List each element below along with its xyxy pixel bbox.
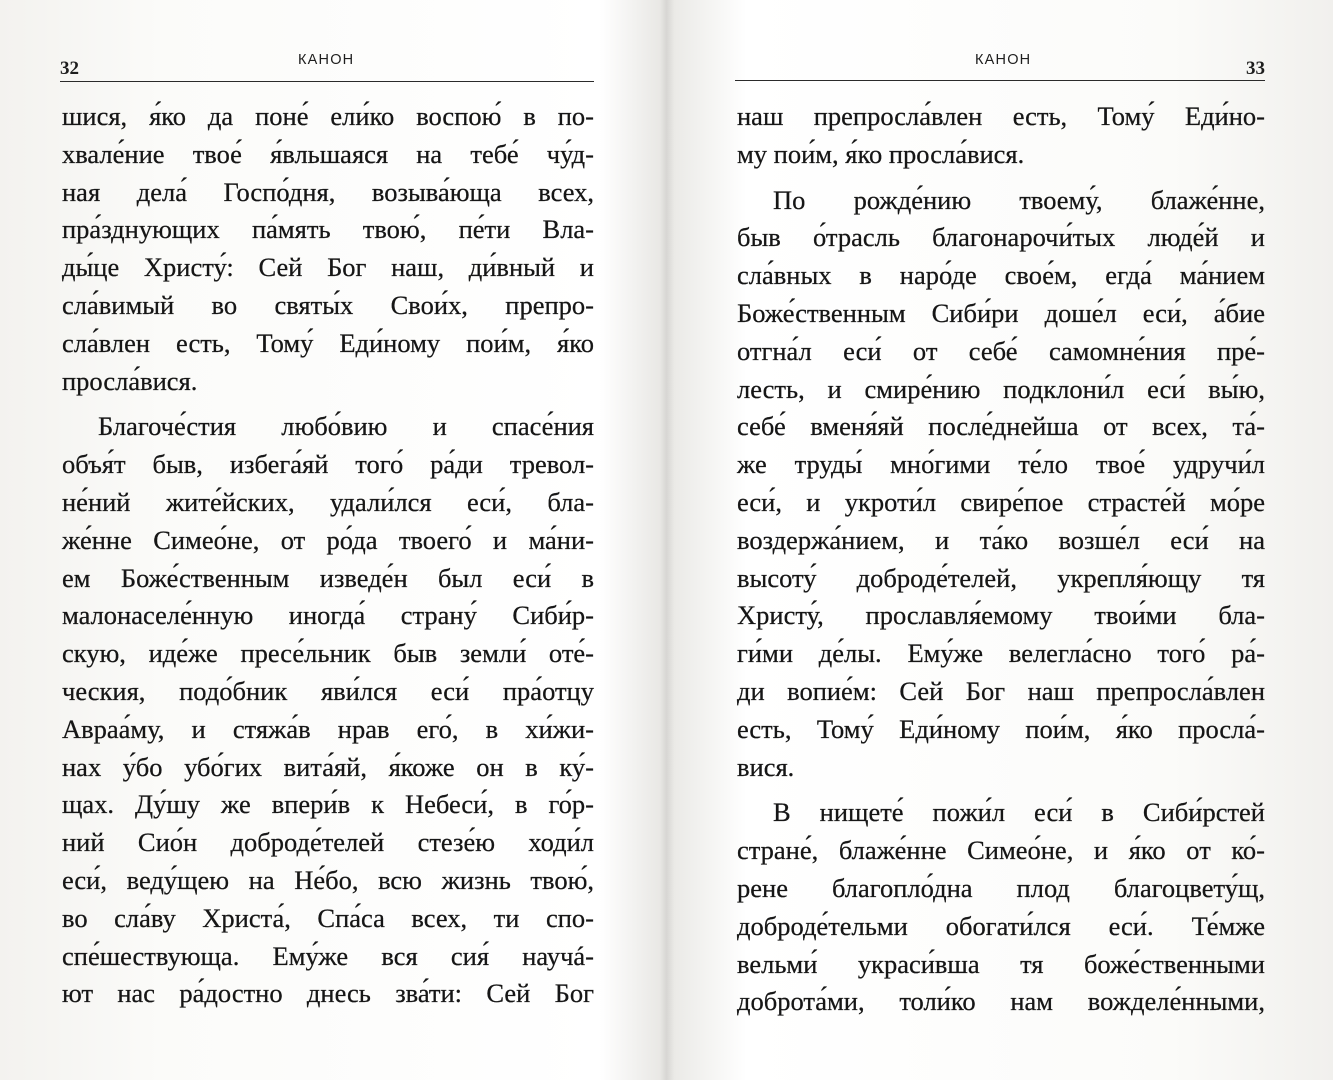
text-line: объя́т быв, избега́яй того́ ра́ди тревол-	[62, 449, 594, 480]
text-line: В нищете́ пожи́л еси́ в Сиби́рстей	[773, 797, 1265, 828]
text-line: малонаселе́нную иногда́ страну́ Сиби́р-	[62, 600, 594, 631]
text-line: скую, иде́же пресе́льник быв земли́ оте́-	[62, 638, 594, 669]
header-rule	[60, 81, 594, 82]
text-line: есть, Тому́ Еди́ному пои́м, я́ко просла́-	[737, 713, 1265, 744]
text-line: ги́ми де́лы. Ему́же велегла́сно того́ ра́-	[737, 638, 1265, 669]
text-line: шися, я́ко да поне́ ели́ко воспою́ в по-	[62, 101, 594, 131]
paragraph-gap	[737, 786, 1265, 794]
text-line: быв о́трасль благонарочи́тых люде́й и	[737, 222, 1265, 253]
text-line: щах. Ду́шу же впери́в к Небеси́, в го́р-	[62, 789, 594, 820]
running-head: КАНОН	[298, 52, 355, 68]
text-line: Авраа́му, и стяжа́в нрав его́, в хи́жи-	[62, 713, 594, 744]
text-line: сла́влен есть, Тому́ Еди́ному пои́м, я́ко	[62, 327, 594, 358]
right-page-header	[735, 48, 1265, 80]
text-line: ем Боже́ственным изведе́н был еси́ в	[62, 562, 594, 593]
text-line: сла́вимый во святы́х Свои́х, препро-	[62, 289, 594, 320]
text-line: же́нне Симео́не, от ро́да твоего́ и ма́ни-	[62, 524, 594, 555]
text-line: не́ний жите́йских, удали́лся еси́, бла-	[62, 486, 594, 517]
page-number: 32	[60, 58, 79, 79]
text-line: рене благопло́дна плод благоцвету́щ,	[737, 872, 1265, 903]
text-line: отгна́л еси́ от себе́ самомне́ния пре́-	[737, 335, 1265, 366]
text-line: еси́, веду́щею на Не́бо, всю жизнь твою́,	[62, 864, 594, 895]
text-line: спе́шествующа. Ему́же вся сия́ научá-	[62, 940, 594, 971]
text-line: Благоче́стия любо́вию и спасе́ния	[98, 411, 594, 442]
text-line: еси́, и укроти́л свире́пое страсте́й мо́ре	[737, 486, 1265, 517]
text-line: ная дела́ Госпо́дня, возыва́юща всех,	[62, 176, 594, 207]
text-line: ды́це Христу́: Сей Бог наш, ди́вный и	[62, 252, 594, 283]
text-line: высоту́ доброде́телей, укрепля́ющу тя	[737, 562, 1265, 593]
text-line: себе́ вменя́яй после́днейша от всех, та́-	[737, 411, 1265, 442]
text-line: вися.	[737, 751, 795, 782]
right-page-body	[737, 98, 1265, 1021]
text-line: сла́вных в наро́де свое́м, егда́ ма́нием	[737, 260, 1265, 291]
text-line: хвале́ние твое́ я́вльшаяся на тебе́ чу́д-	[62, 138, 594, 169]
text-line: му пои́м, я́ко просла́вися.	[737, 138, 1025, 169]
text-line: ди вопие́м: Сей Бог наш препросла́влен	[737, 675, 1265, 706]
text-line: доброта́ми, толи́ко нам вожделе́нными,	[737, 986, 1265, 1017]
page-number: 33	[1246, 58, 1265, 79]
left-page	[0, 0, 666, 1080]
paragraph-gap	[62, 400, 594, 408]
text-line: воздержа́нием, и та́ко возше́л еси́ на	[737, 524, 1265, 555]
text-line: вельми́ украси́вша тя боже́ственными	[737, 948, 1265, 979]
text-line: доброде́тельми обогати́лся еси́. Те́мже	[737, 910, 1265, 941]
text-line: ют нас ра́достно днесь зва́ти: Сей Бог	[62, 978, 594, 1009]
text-line: Боже́ственным Сиби́ри доше́л еси́, а́бие	[737, 297, 1265, 328]
text-line: лесть, и смире́нию подклони́л еси́ вы́ю,	[737, 373, 1265, 404]
text-line: По рожде́нию твоему́, блаже́нне,	[773, 184, 1265, 215]
text-line: ческия, подо́бник яви́лся еси́ пра́отцу	[62, 675, 594, 706]
text-line: наш препросла́влен есть, Тому́ Еди́но-	[737, 101, 1265, 131]
paragraph-gap	[737, 174, 1265, 182]
text-line: ний Сио́н доброде́телей стезе́ю ходи́л	[62, 827, 594, 858]
text-line: же труды́ мно́гими те́ло твое́ удручи́л	[737, 449, 1265, 480]
text-line: во сла́ву Христа́, Спа́са всех, ти спо-	[62, 902, 594, 933]
text-line: Христу́, прославля́емому твои́ми бла-	[737, 600, 1265, 631]
left-page-header	[60, 48, 594, 80]
left-page-body	[62, 98, 594, 1013]
right-page	[667, 0, 1333, 1080]
text-line: нах у́бо убо́гих вита́яй, я́коже он в ку́-	[62, 751, 594, 782]
text-line: пра́зднующих па́мять твою́, пе́ти Вла-	[62, 214, 594, 245]
text-line: просла́вися.	[62, 365, 198, 396]
text-line: стране́, блаже́нне Симео́не, и я́ко от ко́-	[737, 835, 1265, 866]
running-head: КАНОН	[975, 52, 1032, 68]
header-rule	[735, 80, 1265, 81]
